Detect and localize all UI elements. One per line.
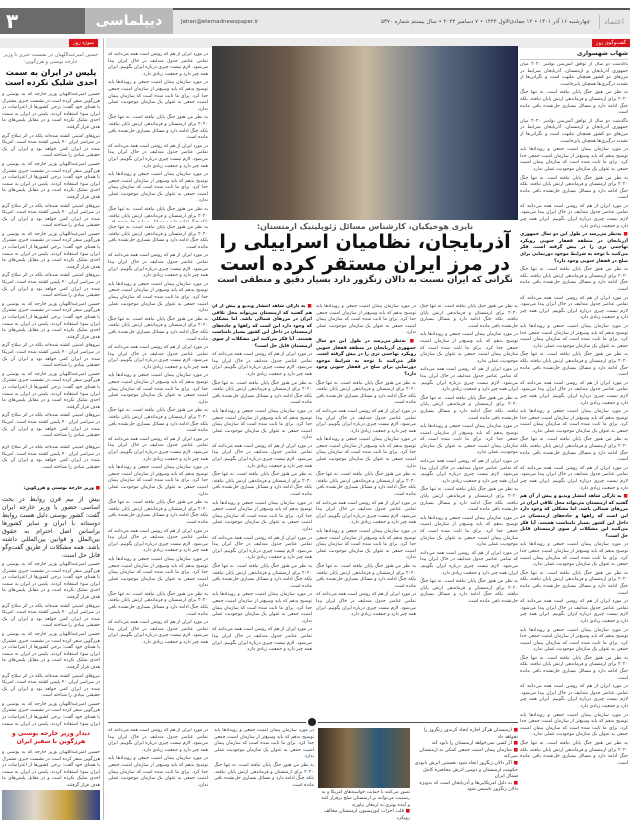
- key-point: ■ سازمان پیمان امنیت جمعی کمکی به ارمنستان نمی‌کند: [414, 748, 518, 761]
- page-number: ۳: [0, 8, 85, 34]
- key-point: ■ اگر دالان زنگزور ایجاد شود نخستین اثرش نابودی حکومت ارمنستان و دومین اثرش محاصره کامل شمال ایران: [414, 761, 518, 781]
- article-column-3: در مورد سازمان پیمان امنیت جمعی و رویدادها باید توضیح بدهم که باید وسیع‌تر از سازمان امنیت جمعی جدا کرد. برای ما ثابت شده است که سازمان پیمان امنیت جمعی به عنوان یک سازمان موجودیت عملی ندارد. ■ به‌نظر می‌رسد در طول این دو سال جمهوری آذربایجان در منطقه قفقاز جنوبی رویکرد تهاجمی تری را در پیش گرفته است. فکر می‌کنید با توجه به شرایط موجود دورنمایی برای صلح در قفقاز جنوبی وجود دارد؟ به نظر من هنوز جنگ پایان نیافته است. نه تنها جنگ ۲۰۲۰ برای ارمنستان و فرماندهی ارتش پایان نیافته، بلکه جنگ ادامه دارد و مسائل بسیاری حل‌نشده باقی مانده است. در مورد ایران از هم که روشن است همه می‌دانند که تمامی عناصر جدول مندلیف در خاک ایران پیدا می‌شود. لازم نیست چیزی درباره ایران بگوییم. ایران همه چیز دارد و جمعیت زیادی دارد. در مورد سازمان پیمان امنیت جمعی و رویدادها باید توضیح بدهم که باید وسیع‌تر از سازمان امنیت جمعی جدا کرد. برای ما ثابت شده است که سازمان پیمان امنیت جمعی به عنوان یک سازمان موجودیت عملی ندارد. به نظر من هنوز جنگ پایان نیافته است. نه تنها جنگ ۲۰۲۰ برای ارمنستان و فرماندهی ارتش پایان نیافته، بلکه جنگ ادامه دارد و مسائل بسیاری حل‌نشده باقی مانده است. در مورد ایران از هم که روشن است همه می‌دانند که تمامی عناصر جدول مندلیف در خاک ایران پیدا می‌شود. لازم نیست چیزی درباره ایران بگوییم. ایران همه چیز دارد و جمعیت زیادی دارد. در مورد سازمان پیمان امنیت جمعی و رویدادها باید توضیح بدهم که باید وسیع‌تر از سازمان امنیت جمعی جدا کرد. برای ما ثابت شده است که سازمان پیمان امنیت جمعی به عنوان یک سازمان موجودیت عملی ندارد. به نظر من هنوز جنگ پایان نیافته است. نه تنها جنگ ۲۰۲۰ برای ارمنستان و فرماندهی ارتش پایان نیافته، بلکه جنگ ادامه دارد و مسائل بسیاری حل‌نشده باقی مانده است. در مورد ایران از هم که روشن است همه می‌دانند که تمامی عناصر جدول مندلیف در خاک ایران پیدا می‌شود. لازم نیست چیزی درباره ایران بگوییم. ایران همه چیز دارد و جمعیت زیادی دارد.: [316, 304, 416, 720]
- tag-interview-of-day: گفت‌وگوی روز: [592, 39, 630, 47]
- tag-story-of-day: سوژه روز: [69, 39, 98, 47]
- author-name: شهاب شهسواری: [520, 50, 628, 60]
- header-strip: [173, 8, 630, 34]
- left-kicker: حسین امیرعبداللهیان در نشست خبری با وزیر خارجه بوسنی و هرزگوین:: [3, 52, 99, 65]
- headline-block: [212, 222, 518, 285]
- left-tagbar: [0, 38, 100, 48]
- left-article-body: حسین امیرعبداللهیان وزیر خارجه که به بوسنی و هرزگوین سفر کرده است در نشست خبری مشترک با همتای خود گفت: برخی کشورها از اعتراضات در ایران سوء استفاده کردند. پلیس در ایران به سمت احدی شلیک نکرده است و در مقابل پلیس‌های ما هدف قرار گرفتند. نیروهای امنیتی کشته شده‌اند بلکه در اثر سلاح گرم در سراسر ایران ۴۰ پلیس کشته شده است. امریکا شده در ایران کمی خواهد بود و ایران آن یک حقیقتی بنیادی را شناخته است. حسین امیرعبداللهیان وزیر خارجه که به بوسنی و هرزگوین سفر کرده است در نشست خبری مشترک با همتای خود گفت: برخی کشورها از اعتراضات در ایران سوء استفاده کردند. پلیس در ایران به سمت احدی شلیک نکرده است و در مقابل پلیس‌های ما هدف قرار گرفتند. نیروهای امنیتی کشته شده‌اند بلکه در اثر سلاح گرم در سراسر ایران ۴۰ پلیس کشته شده است. امریکا شده در ایران کمی خواهد بود و ایران آن یک حقیقتی بنیادی را شناخته است. حسین امیرعبداللهیان وزیر خارجه که به بوسنی و هرزگوین سفر کرده است در نشست خبری مشترک با همتای خود گفت: برخی کشورها از اعتراضات در ایران سوء استفاده کردند. پلیس در ایران به سمت احدی شلیک نکرده است و در مقابل پلیس‌های ما هدف قرار گرفتند. نیروهای امنیتی کشته شده‌اند بلکه در اثر سلاح گرم در سراسر ایران ۴۰ پلیس کشته شده است. امریکا شده در ایران کمی خواهد بود و ایران آن یک حقیقتی بنیادی را شناخته است. حسین امیرعبداللهیان وزیر خارجه که به بوسنی و هرزگوین سفر کرده است در نشست خبری مشترک با همتای خود گفت: برخی کشورها از اعتراضات در ایران سوء استفاده کردند. پلیس در ایران به سمت احدی شلیک نکرده است و در مقابل پلیس‌های ما هدف قرار گرفتند. نیروهای امنیتی کشته شده‌اند بلکه در اثر سلاح گرم در سراسر ایران ۴۰ پلیس کشته شده است. امریکا شده در ایران کمی خواهد بود و ایران آن یک حقیقتی بنیادی را شناخته است. حسین امیرعبداللهیان وزیر خارجه که به بوسنی و هرزگوین سفر کرده است در نشست خبری مشترک با همتای خود گفت: برخی کشورها از اعتراضات در ایران سوء استفاده کردند. پلیس در ایران به سمت احدی شلیک نکرده است و در مقابل پلیس‌های ما هدف قرار گرفتند. نیروهای امنیتی کشته شده‌اند بلکه در اثر سلاح گرم در سراسر ایران ۴۰ پلیس کشته شده است. امریکا شده در ایران کمی خواهد بود و ایران آن یک حقیقتی بنیادی را شناخته است.: [2, 92, 100, 439]
- left-article-body-2: نیروهای امنیتی کشته شده‌اند بلکه در اثر سلاح گرم در سراسر ایران ۴۰ پلیس کشته شده است. امریکا شده در ایران کمی خواهد بود و ایران آن یک حقیقتی بنیادی را شناخته است.: [2, 445, 100, 470]
- photo-caption: تصور می‌کنند با حمایت خواسته‌های امریکا و به رسمیت می‌توانند بر ارمنستان صلح برقرار کنند و آینده بهتری به ارمغان بیاورند ■ قلب احزاب اپوزیسیون ارمنستان مخالف رویکرد: [318, 790, 410, 822]
- newspaper-logo: اعتماد: [599, 15, 624, 29]
- article-column-2: ■ به تازگی شاهد انتشار ویدیو و پیش از آن هم گفتید که ارمنستان می‌تواند محل تلاقی ایران در مرزهای شمالی باشد. اما مشکلی که وجود دارد این است که راهها و جاده‌های ارمنستان در داخل این کشور بسیار نامناسب هستند. آیا فکر می‌کنید این مشکلات از سوی ارمنستان قابل حل است؟ در مورد ایران از هم که روشن است همه می‌دانند که تمامی عناصر جدول مندلیف در خاک ایران پیدا می‌شود. لازم نیست چیزی درباره ایران بگوییم. ایران همه چیز دارد و جمعیت زیادی دارد. به نظر من هنوز جنگ پایان نیافته است. نه تنها جنگ ۲۰۲۰ برای ارمنستان و فرماندهی ارتش پایان نیافته، بلکه جنگ ادامه دارد و مسائل بسیاری حل‌نشده باقی مانده است. در مورد سازمان پیمان امنیت جمعی و رویدادها باید توضیح بدهم که باید وسیع‌تر از سازمان امنیت جمعی جدا کرد. برای ما ثابت شده است که سازمان پیمان امنیت جمعی به عنوان یک سازمان موجودیت عملی ندارد. در مورد ایران از هم که روشن است همه می‌دانند که تمامی عناصر جدول مندلیف در خاک ایران پیدا می‌شود. لازم نیست چیزی درباره ایران بگوییم. ایران همه چیز دارد و جمعیت زیادی دارد. به نظر من هنوز جنگ پایان نیافته است. نه تنها جنگ ۲۰۲۰ برای ارمنستان و فرماندهی ارتش پایان نیافته، بلکه جنگ ادامه دارد و مسائل بسیاری حل‌نشده باقی مانده است. در مورد سازمان پیمان امنیت جمعی و رویدادها باید توضیح بدهم که باید وسیع‌تر از سازمان امنیت جمعی جدا کرد. برای ما ثابت شده است که سازمان پیمان امنیت جمعی به عنوان یک سازمان موجودیت عملی ندارد. در مورد ایران از هم که روشن است همه می‌دانند که تمامی عناصر جدول مندلیف در خاک ایران پیدا می‌شود. لازم نیست چیزی درباره ایران بگوییم. ایران همه چیز دارد و جمعیت زیادی دارد. به نظر من هنوز جنگ پایان نیافته است. نه تنها جنگ ۲۰۲۰ برای ارمنستان و فرماندهی ارتش پایان نیافته، بلکه جنگ ادامه دارد و مسائل بسیاری حل‌نشده باقی مانده است. در مورد سازمان پیمان امنیت جمعی و رویدادها باید توضیح بدهم که باید وسیع‌تر از سازمان امنیت جمعی جدا کرد. برای ما ثابت شده است که سازمان پیمان امنیت جمعی به عنوان یک سازمان موجودیت عملی ندارد. در مورد ایران از هم که روشن است همه می‌دانند که تمامی عناصر جدول مندلیف در خاک ایران پیدا می‌شود. لازم نیست چیزی درباره ایران بگوییم. ایران همه چیز دارد و جمعیت زیادی دارد.: [212, 304, 312, 720]
- key-point: ■ از کسی نمی‌خواهد ارمنستان را نابود کند: [414, 741, 518, 748]
- date-line: چهارشنبه ۱۶ آذر ۱۴۰۱ • ۱۲ جمادی‌الاول ۱۴۴۴ • ۷ دسامبر ۲۰۲۲ • سال بیستم شماره ۵۳۷۰: [380, 19, 590, 25]
- quote-icon: [306, 716, 318, 728]
- interviewee-photo: [318, 728, 410, 788]
- left-article-body-4: حسین امیرعبداللهیان وزیر خارجه که به بوسنی و هرزگوین سفر کرده است در نشست خبری مشترک با همتای خود گفت: برخی کشورها از اعتراضات در ایران سوء استفاده کردند. پلیس در ایران به سمت احدی شلیک نکرده است و در مقابل پلیس‌های ما هدف قرار گرفتند.: [2, 750, 100, 788]
- left-subhead: ■ وزیر خارجه بوسنی و هرزگوین:: [2, 486, 100, 494]
- right-article-body: باگذشت دو سال از توافق آتش‌بس نوامبر ۲۰۲۰ میان جمهوری آذربایجان و ارمنستان، آذربایجان شرایط در مرزهای دو کشور همچنان ملتهب است و نگرانی‌ها از تشدید درگیری‌ها همچنان پابرجاست. به نظر من هنوز جنگ پایان نیافته است. نه تنها جنگ ۲۰۲۰ برای ارمنستان و فرماندهی ارتش پایان نیافته، بلکه جنگ ادامه دارد و مسائل بسیاری حل‌نشده باقی مانده است. باگذشت دو سال از توافق آتش‌بس نوامبر ۲۰۲۰ میان جمهوری آذربایجان و ارمنستان، آذربایجان شرایط در مرزهای دو کشور همچنان ملتهب است و نگرانی‌ها از تشدید درگیری‌ها همچنان پابرجاست. در مورد سازمان پیمان امنیت جمعی و رویدادها باید توضیح بدهم که باید وسیع‌تر از سازمان امنیت جمعی جدا کرد. برای ما ثابت شده است که سازمان پیمان امنیت جمعی به عنوان یک سازمان موجودیت عملی ندارد. به نظر من هنوز جنگ پایان نیافته است. نه تنها جنگ ۲۰۲۰ برای ارمنستان و فرماندهی ارتش پایان نیافته، بلکه جنگ ادامه دارد و مسائل بسیاری حل‌نشده باقی مانده است. در مورد ایران از هم که روشن است همه می‌دانند که تمامی عناصر جدول مندلیف در خاک ایران پیدا می‌شود. لازم نیست چیزی درباره ایران بگوییم. ایران همه چیز دارد و جمعیت زیادی دارد. ■ به‌نظر می‌رسد در طول این دو سال جمهوری آذربایجان در منطقه قفقاز جنوبی رویکرد تهاجمی تری را در پیش گرفته است. فکر می‌کنید با توجه به شرایط موجود دورنمایی برای صلح در قفقاز جنوبی وجود دارد؟ به نظر من هنوز جنگ پایان نیافته است. نه تنها جنگ ۲۰۲۰ برای ارمنستان و فرماندهی ارتش پایان نیافته، بلکه جنگ ادامه دارد و مسائل بسیاری حل‌نشده باقی مانده است. در مورد ایران از هم که روشن است همه می‌دانند که تمامی عناصر جدول مندلیف در خاک ایران پیدا می‌شود. لازم نیست چیزی درباره ایران بگوییم. ایران همه چیز دارد و جمعیت زیادی دارد. در مورد سازمان پیمان امنیت جمعی و رویدادها باید توضیح بدهم که باید وسیع‌تر از سازمان امنیت جمعی جدا کرد. برای ما ثابت شده است که سازمان پیمان امنیت جمعی به عنوان یک سازمان موجودیت عملی ندارد. به نظر من هنوز جنگ پایان نیافته است. نه تنها جنگ ۲۰۲۰ برای ارمنستان و فرماندهی ارتش پایان نیافته، بلکه جنگ ادامه دارد و مسائل بسیاری حل‌نشده باقی مانده است. در مورد ایران از هم که روشن است همه می‌دانند که تمامی عناصر جدول مندلیف در خاک ایران پیدا می‌شود. لازم نیست چیزی درباره ایران بگوییم. ایران همه چیز دارد و جمعیت زیادی دارد. در مورد سازمان پیمان امنیت جمعی و رویدادها باید توضیح بدهم که باید وسیع‌تر از سازمان امنیت جمعی جدا کرد. برای ما ثابت شده است که سازمان پیمان امنیت جمعی به عنوان یک سازمان موجودیت عملی ندارد. به نظر من هنوز جنگ پایان نیافته است. نه تنها جنگ ۲۰۲۰ برای ارمنستان و فرماندهی ارتش پایان نیافته، بلکه جنگ ادامه دارد و مسائل بسیاری حل‌نشده باقی مانده است. در مورد ایران از هم که روشن است همه می‌دانند که تمامی عناصر جدول مندلیف در خاک ایران پیدا می‌شود. لازم نیست چیزی درباره ایران بگوییم. ایران همه چیز دارد و جمعیت زیادی دارد. ■ به تازگی شاهد انتشار ویدیو و پیش از آن هم گفتید که ارمنستان می‌تواند محل تلاقی ایران در مرزهای شمالی باشد. اما مشکلی که وجود دارد این است که راهها و جاده‌های ارمنستان در داخل این کشور بسیار نامناسب هستند. آیا فکر می‌کنید این مشکلات از سوی ارمنستان قابل حل است؟ در مورد سازمان پیمان امنیت جمعی و رویدادها باید توضیح بدهم که باید وسیع‌تر از سازمان امنیت جمعی جدا کرد. برای ما ثابت شده است که سازمان پیمان امنیت جمعی به عنوان یک سازمان موجودیت عملی ندارد. به نظر من هنوز جنگ پایان نیافته است. نه تنها جنگ ۲۰۲۰ برای ارمنستان و فرماندهی ارتش پایان نیافته، بلکه جنگ ادامه دارد و مسائل بسیاری حل‌نشده باقی مانده است. در مورد ایران از هم که روشن است همه می‌دانند که تمامی عناصر جدول مندلیف در خاک ایران پیدا می‌شود. لازم نیست چیزی درباره ایران بگوییم. ایران همه چیز دارد و جمعیت زیادی دارد. در مورد سازمان پیمان امنیت جمعی و رویدادها باید توضیح بدهم که باید وسیع‌تر از سازمان امنیت جمعی جدا کرد. برای ما ثابت شده است که سازمان پیمان امنیت جمعی به عنوان یک سازمان موجودیت عملی ندارد. به نظر من هنوز جنگ پایان نیافته است. نه تنها جنگ ۲۰۲۰ برای ارمنستان و فرماندهی ارتش پایان نیافته، بلکه جنگ ادامه دارد و مسائل بسیاری حل‌نشده باقی مانده است. در مورد ایران از هم که روشن است همه می‌دانند که تمامی عناصر جدول مندلیف در خاک ایران پیدا می‌شود. لازم نیست چیزی درباره ایران بگوییم. ایران همه چیز دارد و جمعیت زیادی دارد. در مورد سازمان پیمان امنیت جمعی و رویدادها باید توضیح بدهم که باید وسیع‌تر از سازمان امنیت جمعی جدا کرد. برای ما ثابت شده است که سازمان پیمان امنیت جمعی به عنوان یک سازمان موجودیت عملی ندارد. به نظر من هنوز جنگ پایان نیافته است. نه تنها جنگ ۲۰۲۰ برای ارمنستان و فرماندهی ارتش پایان نیافته، بلکه جنگ ادامه دارد و مسائل بسیاری حل‌نشده باقی مانده است.: [520, 62, 628, 818]
- headline-line-1: آذربایجان، نظامیان اسراییلی را: [219, 231, 511, 253]
- section-title: دیپلماسی: [85, 8, 173, 34]
- column-divider: [103, 38, 104, 820]
- headline-line-2: در مرز ایران مستقر کرده است: [220, 253, 510, 275]
- left-headline: پلیس در ایران به سمت احدی شلیک نکرده است: [5, 68, 97, 87]
- email-link[interactable]: Jahan@etemadnewspaper.ir: [181, 19, 259, 25]
- bosnia-minister-statement: بیش از نیم قرن روابط در بحث اساسی حضور با وزیر خارجه ایران گفت: کشور بوسنی دلیل هست روابط دوستانه با ایران و سایر کشورها براساس اصل احترام به حقوق بین‌الملل و قوانین بین‌المللی داشته باشد. همه مشکلات از طریق گفت‌وگو قابل حل است.: [2, 496, 100, 559]
- left-article-body-3: بیش از نیم قرن روابط در بحث اساسی حضور با وزیر خارجه ایران گفت: کشور بوسنی دلیل هست روابط دوستانه با ایران و سایر کشورها براساس اصل احترام به حقوق بین‌الملل و قوانین بین‌المللی داشته باشد. همه مشکلات از طریق گفت‌وگو قابل حل است. حسین امیرعبداللهیان وزیر خارجه که به بوسنی و هرزگوین سفر کرده است در نشست خبری مشترک با همتای خود گفت: برخی کشورها از اعتراضات در ایران سوء استفاده کردند. پلیس در ایران به سمت احدی شلیک نکرده است و در مقابل پلیس‌های ما هدف قرار گرفتند. نیروهای امنیتی کشته شده‌اند بلکه در اثر سلاح گرم در سراسر ایران ۴۰ پلیس کشته شده است. امریکا شده در ایران کمی خواهد بود و ایران آن یک حقیقتی بنیادی را شناخته است. حسین امیرعبداللهیان وزیر خارجه که به بوسنی و هرزگوین سفر کرده است در نشست خبری مشترک با همتای خود گفت: برخی کشورها از اعتراضات در ایران سوء استفاده کردند. پلیس در ایران به سمت احدی شلیک نکرده است و در مقابل پلیس‌های ما هدف قرار گرفتند. نیروهای امنیتی کشته شده‌اند بلکه در اثر سلاح گرم در سراسر ایران ۴۰ پلیس کشته شده است. امریکا شده در ایران کمی خواهد بود و ایران آن یک حقیقتی بنیادی را شناخته است. حسین امیرعبداللهیان وزیر خارجه که به بوسنی و هرزگوین سفر کرده است در نشست خبری مشترک با همتای خود گفت: برخی کشورها از اعتراضات در ایران سوء استفاده کردند. پلیس در ایران به سمت: [2, 496, 100, 726]
- article-column-4: به نظر من هنوز جنگ پایان نیافته است. نه تنها جنگ ۲۰۲۰ برای ارمنستان و فرماندهی ارتش پایان نیافته، بلکه جنگ ادامه دارد و مسائل بسیاری حل‌نشده باقی مانده است. در مورد سازمان پیمان امنیت جمعی و رویدادها باید توضیح بدهم که باید وسیع‌تر از سازمان امنیت جمعی جدا کرد. برای ما ثابت شده است که سازمان پیمان امنیت جمعی به عنوان یک سازمان موجودیت عملی ندارد. در مورد ایران از هم که روشن است همه می‌دانند که تمامی عناصر جدول مندلیف در خاک ایران پیدا می‌شود. لازم نیست چیزی درباره ایران بگوییم. ایران همه چیز دارد و جمعیت زیادی دارد. به نظر من هنوز جنگ پایان نیافته است. نه تنها جنگ ۲۰۲۰ برای ارمنستان و فرماندهی ارتش پایان نیافته، بلکه جنگ ادامه دارد و مسائل بسیاری حل‌نشده باقی مانده است. در مورد سازمان پیمان امنیت جمعی و رویدادها باید توضیح بدهم که باید وسیع‌تر از سازمان امنیت جمعی جدا کرد. برای ما ثابت شده است که سازمان پیمان امنیت جمعی به عنوان یک سازمان موجودیت عملی ندارد. در مورد ایران از هم که روشن است همه می‌دانند که تمامی عناصر جدول مندلیف در خاک ایران پیدا می‌شود. لازم نیست چیزی درباره ایران بگوییم. ایران همه چیز دارد و جمعیت زیادی دارد. به نظر من هنوز جنگ پایان نیافته است. نه تنها جنگ ۲۰۲۰ برای ارمنستان و فرماندهی ارتش پایان نیافته، بلکه جنگ ادامه دارد و مسائل بسیاری حل‌نشده باقی مانده است. در مورد سازمان پیمان امنیت جمعی و رویدادها باید توضیح بدهم که باید وسیع‌تر از سازمان امنیت جمعی جدا کرد. برای ما ثابت شده است که سازمان پیمان امنیت جمعی به عنوان یک سازمان موجودیت عملی ندارد. در مورد ایران از هم که روشن است همه می‌دانند که تمامی عناصر جدول مندلیف در خاک ایران پیدا می‌شود. لازم نیست چیزی درباره ایران بگوییم. ایران همه چیز دارد و جمعیت زیادی دارد. به نظر من هنوز جنگ پایان نیافته است. نه تنها جنگ ۲۰۲۰ برای ارمنستان و فرماندهی ارتش پایان نیافته، بلکه جنگ ادامه دارد و مسائل بسیاری حل‌نشده باقی مانده است.: [420, 304, 518, 604]
- box-text: در مورد سازمان پیمان امنیت جمعی و رویدادها باید توضیح بدهم که باید وسیع‌تر از سازمان امنیت جمعی جدا کرد. برای ما ثابت شده است که سازمان پیمان امنیت جمعی به عنوان یک سازمان موجودیت عملی ندارد. به نظر من هنوز جنگ پایان نیافته است. نه تنها جنگ ۲۰۲۰ برای ارمنستان و فرماندهی ارتش پایان نیافته، بلکه جنگ ادامه دارد و مسائل بسیاری حل‌نشده باقی مانده است. در مورد ایران از هم که روشن است همه می‌دانند که تمامی عناصر جدول مندلیف در خاک ایران پیدا می‌شود. لازم نیست چیزی درباره ایران بگوییم. ایران همه چیز دارد و جمعیت زیادی دارد. در مورد سازمان پیمان امنیت جمعی و رویدادها باید توضیح بدهم که باید وسیع‌تر از سازمان امنیت جمعی جدا کرد. برای ما ثابت شده است که سازمان پیمان امنیت جمعی به عنوان یک سازمان موجودیت عملی ندارد.: [108, 728, 314, 788]
- headline-kicker: نایری هوخیکیان، کارشناس مسائل ژئوپلیتیک ارمنستان:: [256, 222, 474, 231]
- headline-subtitle: نگرانی که ایران نسبت به دالان زنگزور دارد بسیار دقیق و منطقی است: [217, 275, 513, 285]
- article-column-1: به نظر من هنوز جنگ پایان نیافته است. نه تنها جنگ ۲۰۲۰ برای ارمنستان و فرماندهی ارتش پایان نیافته، بلکه جنگ ادامه دارد و مسائل بسیاری حل‌نشده باقی مانده است. در مورد ایران از هم که روشن است همه می‌دانند که تمامی عناصر جدول مندلیف در خاک ایران پیدا می‌شود. لازم نیست چیزی درباره ایران بگوییم. ایران همه چیز دارد و جمعیت زیادی دارد. در مورد سازمان پیمان امنیت جمعی و رویدادها باید توضیح بدهم که باید وسیع‌تر از سازمان امنیت جمعی جدا کرد. برای ما ثابت شده است که سازمان پیمان امنیت جمعی به عنوان یک سازمان موجودیت عملی ندارد. به نظر من هنوز جنگ پایان نیافته است. نه تنها جنگ ۲۰۲۰ برای ارمنستان و فرماندهی ارتش پایان نیافته، بلکه جنگ ادامه دارد و مسائل بسیاری حل‌نشده باقی مانده است. در مورد ایران از هم که روشن است همه می‌دانند که تمامی عناصر جدول مندلیف در خاک ایران پیدا می‌شود. لازم نیست چیزی درباره ایران بگوییم. ایران همه چیز دارد و جمعیت زیادی دارد. در مورد سازمان پیمان امنیت جمعی و رویدادها باید توضیح بدهم که باید وسیع‌تر از سازمان امنیت جمعی جدا کرد. برای ما ثابت شده است که سازمان پیمان امنیت جمعی به عنوان یک سازمان موجودیت عملی ندارد. به نظر من هنوز جنگ پایان نیافته است. نه تنها جنگ ۲۰۲۰ برای ارمنستان و فرماندهی ارتش پایان نیافته، بلکه جنگ ادامه دارد و مسائل بسیاری حل‌نشده باقی مانده است. در مورد ایران از هم که روشن است همه می‌دانند که تمامی عناصر جدول مندلیف در خاک ایران پیدا می‌شود. لازم نیست چیزی درباره ایران بگوییم. ایران همه چیز دارد و جمعیت زیادی دارد. در مورد سازمان پیمان امنیت جمعی و رویدادها باید توضیح بدهم که باید وسیع‌تر از سازمان امنیت جمعی جدا کرد. برای ما ثابت شده است که سازمان پیمان امنیت جمعی به عنوان یک سازمان موجودیت عملی ندارد. به نظر من هنوز جنگ پایان نیافته است. نه تنها جنگ ۲۰۲۰ برای ارمنستان و فرماندهی ارتش پایان نیافته، بلکه جنگ ادامه دارد و مسائل بسیاری حل‌نشده باقی مانده است. در مورد ایران از هم که روشن است همه می‌دانند که تمامی عناصر جدول مندلیف در خاک ایران پیدا می‌شود. لازم نیست چیزی درباره ایران بگوییم. ایران همه چیز دارد و جمعیت زیادی دارد. در مورد سازمان پیمان امنیت جمعی و رویدادها باید توضیح بدهم که باید وسیع‌تر از سازمان امنیت جمعی جدا کرد. برای ما ثابت شده است که سازمان پیمان امنیت جمعی به عنوان یک سازمان موجودیت عملی ندارد. به نظر من هنوز جنگ پایان نیافته است. نه تنها جنگ ۲۰۲۰ برای ارمنستان و فرماندهی ارتش پایان نیافته، بلکه جنگ ادامه دارد و مسائل بسیاری حل‌نشده باقی مانده است. در مورد ایران از هم که روشن است همه می‌دانند که تمامی عناصر جدول مندلیف در خاک ایران پیدا می‌شود. لازم نیست چیزی درباره ایران بگوییم. ایران همه چیز دارد و جمعیت زیادی دارد.: [108, 225, 208, 646]
- key-point: ■ به دلیل امریکایی‌ها و آذربایجان است که به‌ویژه دالان زنگزور تاسیس شود: [414, 781, 518, 794]
- key-points-list: [414, 728, 518, 794]
- left-headline-2: دیدار وزیر خارجه بوسنی و هرزگوین با سفیر ایران: [12, 730, 90, 745]
- key-point: ■ ارمنستان هرگز اجازه ایجاد کریدور زنگزور را نخواهد داد: [414, 728, 518, 741]
- article-column-top: در مورد ایران از هم که روشن است همه می‌دانند که تمامی عناصر جدول مندلیف در خاک ایران پیدا می‌شود. لازم نیست چیزی درباره ایران بگوییم. ایران همه چیز دارد و جمعیت زیادی دارد. در مورد سازمان پیمان امنیت جمعی و رویدادها باید توضیح بدهم که باید وسیع‌تر از سازمان امنیت جمعی جدا کرد. برای ما ثابت شده است که سازمان پیمان امنیت جمعی به عنوان یک سازمان موجودیت عملی ندارد. به نظر من هنوز جنگ پایان نیافته است. نه تنها جنگ ۲۰۲۰ برای ارمنستان و فرماندهی ارتش پایان نیافته، بلکه جنگ ادامه دارد و مسائل بسیاری حل‌نشده باقی مانده است. در مورد ایران از هم که روشن است همه می‌دانند که تمامی عناصر جدول مندلیف در خاک ایران پیدا می‌شود. لازم نیست چیزی درباره ایران بگوییم. ایران همه چیز دارد و جمعیت زیادی دارد. در مورد سازمان پیمان امنیت جمعی و رویدادها باید توضیح بدهم که باید وسیع‌تر از سازمان امنیت جمعی جدا کرد. برای ما ثابت شده است که سازمان پیمان امنیت جمعی به عنوان یک سازمان موجودیت عملی ندارد. به نظر من هنوز جنگ پایان نیافته است. نه تنها جنگ ۲۰۲۰ برای ارمنستان و فرماندهی ارتش پایان نیافته،: [108, 52, 208, 219]
- meeting-photo: [2, 790, 100, 820]
- leaders-handshake-photo: [212, 46, 518, 220]
